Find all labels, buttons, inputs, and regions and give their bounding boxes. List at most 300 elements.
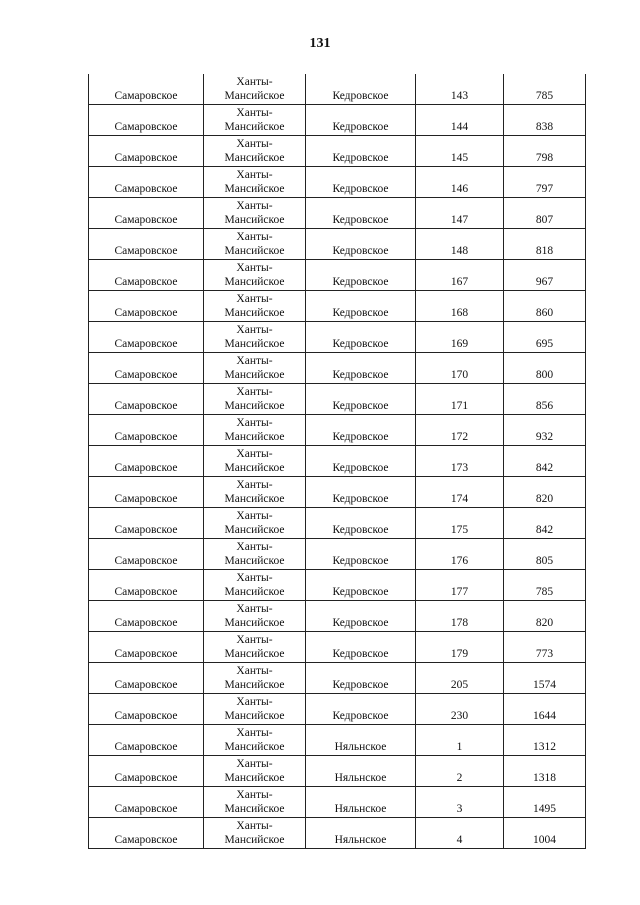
forestry-name: Самаровское [114, 462, 178, 474]
table-row [89, 353, 586, 384]
quarter-cell [416, 260, 504, 291]
district-name-line2: Мансийское [224, 121, 285, 133]
district-cell [204, 353, 306, 384]
quarter-cell [416, 539, 504, 570]
area-value: 842 [535, 524, 554, 536]
district-cell [204, 694, 306, 725]
forestry-cell [89, 105, 204, 136]
sub-forestry-cell [306, 136, 416, 167]
area-value: 1644 [533, 710, 556, 722]
area-value: 798 [535, 152, 554, 164]
quarter-cell [416, 446, 504, 477]
district-cell [204, 632, 306, 663]
table-row [89, 539, 586, 570]
quarter-number: 172 [450, 431, 469, 443]
forestry-name: Самаровское [114, 710, 178, 722]
district-name-line1: Ханты- [236, 169, 273, 181]
table-row [89, 229, 586, 260]
district-name-line2: Мансийское [224, 214, 285, 226]
quarter-number: 179 [450, 648, 469, 660]
table-row [89, 787, 586, 818]
district-name-line2: Мансийское [224, 617, 285, 629]
district-name-line1: Ханты- [236, 417, 273, 429]
forestry-cell [89, 818, 204, 849]
sub-forestry-name: Кедровское [332, 214, 389, 226]
district-cell [204, 477, 306, 508]
district-name-line2: Мансийское [224, 741, 285, 753]
sub-forestry-name: Няльнское [334, 834, 387, 846]
district-name-line1: Ханты- [236, 665, 273, 677]
quarter-cell [416, 415, 504, 446]
quarter-cell [416, 632, 504, 663]
forestry-name: Самаровское [114, 245, 178, 257]
sub-forestry-cell [306, 787, 416, 818]
district-name-line1: Ханты- [236, 76, 273, 88]
quarter-number: 169 [450, 338, 469, 350]
sub-forestry-cell [306, 601, 416, 632]
area-cell [504, 167, 586, 198]
district-cell [204, 725, 306, 756]
sub-forestry-name: Кедровское [332, 586, 389, 598]
sub-forestry-cell [306, 74, 416, 105]
district-name-line2: Мансийское [224, 555, 285, 567]
sub-forestry-cell [306, 694, 416, 725]
quarter-number: 168 [450, 307, 469, 319]
area-cell [504, 198, 586, 229]
district-cell [204, 818, 306, 849]
table-row [89, 105, 586, 136]
table-row [89, 756, 586, 787]
district-cell [204, 167, 306, 198]
district-name-line2: Мансийское [224, 772, 285, 784]
table-row [89, 570, 586, 601]
district-name-line1: Ханты- [236, 448, 273, 460]
quarter-cell [416, 229, 504, 260]
area-value: 842 [535, 462, 554, 474]
forestry-table [88, 74, 586, 849]
area-cell [504, 539, 586, 570]
district-cell [204, 291, 306, 322]
quarter-number: 176 [450, 555, 469, 567]
sub-forestry-name: Кедровское [332, 555, 389, 567]
district-name-line1: Ханты- [236, 510, 273, 522]
table-row [89, 508, 586, 539]
area-value: 800 [535, 369, 554, 381]
area-cell [504, 477, 586, 508]
sub-forestry-cell [306, 725, 416, 756]
quarter-number: 171 [450, 400, 469, 412]
area-value: 1318 [533, 772, 556, 784]
area-cell [504, 446, 586, 477]
district-cell [204, 384, 306, 415]
quarter-number: 3 [456, 803, 463, 815]
district-name-line2: Мансийское [224, 493, 285, 505]
district-cell [204, 105, 306, 136]
sub-forestry-cell [306, 353, 416, 384]
district-name-line2: Мансийское [224, 276, 285, 288]
forestry-cell [89, 384, 204, 415]
table-row [89, 322, 586, 353]
forestry-cell [89, 322, 204, 353]
forestry-name: Самаровское [114, 679, 178, 691]
forestry-cell [89, 663, 204, 694]
sub-forestry-name: Кедровское [332, 524, 389, 536]
quarter-cell [416, 787, 504, 818]
sub-forestry-cell [306, 260, 416, 291]
sub-forestry-name: Кедровское [332, 183, 389, 195]
sub-forestry-cell [306, 632, 416, 663]
area-value: 1312 [533, 741, 556, 753]
district-cell [204, 601, 306, 632]
sub-forestry-cell [306, 756, 416, 787]
quarter-cell [416, 694, 504, 725]
area-value: 967 [535, 276, 554, 288]
table-row [89, 601, 586, 632]
area-cell [504, 570, 586, 601]
sub-forestry-cell [306, 663, 416, 694]
forestry-name: Самаровское [114, 431, 178, 443]
sub-forestry-cell [306, 384, 416, 415]
district-name-line2: Мансийское [224, 338, 285, 350]
forestry-cell [89, 477, 204, 508]
forestry-cell [89, 539, 204, 570]
sub-forestry-cell [306, 446, 416, 477]
area-cell [504, 725, 586, 756]
sub-forestry-name: Няльнское [334, 741, 387, 753]
forestry-cell [89, 136, 204, 167]
area-cell [504, 74, 586, 105]
forestry-cell [89, 570, 204, 601]
district-name-line1: Ханты- [236, 386, 273, 398]
quarter-number: 170 [450, 369, 469, 381]
quarter-cell [416, 477, 504, 508]
area-cell [504, 322, 586, 353]
forestry-name: Самаровское [114, 276, 178, 288]
forestry-cell [89, 694, 204, 725]
sub-forestry-cell [306, 570, 416, 601]
table-row [89, 384, 586, 415]
district-name-line1: Ханты- [236, 603, 273, 615]
quarter-number: 147 [450, 214, 469, 226]
area-value: 807 [535, 214, 554, 226]
district-name-line1: Ханты- [236, 355, 273, 367]
district-cell [204, 663, 306, 694]
table-row [89, 167, 586, 198]
area-cell [504, 384, 586, 415]
sub-forestry-cell [306, 539, 416, 570]
district-name-line1: Ханты- [236, 634, 273, 646]
sub-forestry-name: Кедровское [332, 245, 389, 257]
quarter-cell [416, 725, 504, 756]
district-name-line1: Ханты- [236, 293, 273, 305]
district-name-line2: Мансийское [224, 369, 285, 381]
quarter-cell [416, 105, 504, 136]
table-row [89, 446, 586, 477]
sub-forestry-cell [306, 105, 416, 136]
area-cell [504, 756, 586, 787]
district-name-line2: Мансийское [224, 400, 285, 412]
quarter-number: 205 [450, 679, 469, 691]
area-cell [504, 105, 586, 136]
district-cell [204, 787, 306, 818]
district-name-line1: Ханты- [236, 727, 273, 739]
sub-forestry-name: Кедровское [332, 400, 389, 412]
quarter-number: 145 [450, 152, 469, 164]
district-name-line1: Ханты- [236, 231, 273, 243]
area-cell [504, 663, 586, 694]
area-cell [504, 601, 586, 632]
forestry-name: Самаровское [114, 90, 178, 102]
forestry-name: Самаровское [114, 834, 178, 846]
sub-forestry-name: Кедровское [332, 617, 389, 629]
district-name-line2: Мансийское [224, 307, 285, 319]
table-row [89, 291, 586, 322]
sub-forestry-name: Кедровское [332, 462, 389, 474]
area-cell [504, 694, 586, 725]
area-value: 785 [535, 586, 554, 598]
area-cell [504, 291, 586, 322]
sub-forestry-cell [306, 198, 416, 229]
forestry-name: Самаровское [114, 493, 178, 505]
quarter-cell [416, 508, 504, 539]
district-cell [204, 539, 306, 570]
quarter-number: 178 [450, 617, 469, 629]
district-name-line1: Ханты- [236, 820, 273, 832]
district-name-line1: Ханты- [236, 479, 273, 491]
district-name-line1: Ханты- [236, 138, 273, 150]
forestry-name: Самаровское [114, 555, 178, 567]
district-name-line2: Мансийское [224, 245, 285, 257]
forestry-name: Самаровское [114, 152, 178, 164]
forestry-name: Самаровское [114, 648, 178, 660]
sub-forestry-name: Кедровское [332, 431, 389, 443]
sub-forestry-name: Кедровское [332, 338, 389, 350]
forestry-cell [89, 725, 204, 756]
quarter-number: 167 [450, 276, 469, 288]
district-cell [204, 74, 306, 105]
forestry-name: Самаровское [114, 617, 178, 629]
forestry-cell [89, 167, 204, 198]
sub-forestry-cell [306, 167, 416, 198]
forestry-cell [89, 787, 204, 818]
area-value: 1574 [533, 679, 556, 691]
forestry-cell [89, 446, 204, 477]
quarter-number: 146 [450, 183, 469, 195]
table-body [89, 74, 586, 849]
area-cell [504, 508, 586, 539]
district-name-line2: Мансийское [224, 462, 285, 474]
forestry-cell [89, 756, 204, 787]
quarter-cell [416, 167, 504, 198]
district-name-line2: Мансийское [224, 586, 285, 598]
sub-forestry-cell [306, 477, 416, 508]
district-name-line1: Ханты- [236, 262, 273, 274]
page-number: 131 [309, 36, 331, 51]
area-value: 932 [535, 431, 554, 443]
quarter-cell [416, 384, 504, 415]
sub-forestry-name: Кедровское [332, 648, 389, 660]
forestry-cell [89, 353, 204, 384]
area-value: 820 [535, 493, 554, 505]
quarter-cell [416, 601, 504, 632]
district-name-line2: Мансийское [224, 524, 285, 536]
district-name-line2: Мансийское [224, 431, 285, 443]
sub-forestry-name: Кедровское [332, 90, 389, 102]
area-value: 860 [535, 307, 554, 319]
area-value: 1495 [533, 803, 556, 815]
forestry-name: Самаровское [114, 214, 178, 226]
area-value: 805 [535, 555, 554, 567]
forestry-name: Самаровское [114, 183, 178, 195]
district-name-line2: Мансийское [224, 834, 285, 846]
district-name-line2: Мансийское [224, 90, 285, 102]
table-row [89, 136, 586, 167]
quarter-number: 173 [450, 462, 469, 474]
quarter-cell [416, 663, 504, 694]
forestry-name: Самаровское [114, 369, 178, 381]
forestry-name: Самаровское [114, 400, 178, 412]
forestry-cell [89, 74, 204, 105]
sub-forestry-name: Кедровское [332, 307, 389, 319]
district-name-line2: Мансийское [224, 648, 285, 660]
table-row [89, 818, 586, 849]
district-name-line1: Ханты- [236, 758, 273, 770]
quarter-number: 177 [450, 586, 469, 598]
quarter-cell [416, 74, 504, 105]
quarter-cell [416, 570, 504, 601]
forestry-name: Самаровское [114, 121, 178, 133]
area-cell [504, 260, 586, 291]
table-row [89, 725, 586, 756]
quarter-number: 230 [450, 710, 469, 722]
quarter-cell [416, 136, 504, 167]
quarter-number: 148 [450, 245, 469, 257]
quarter-cell [416, 322, 504, 353]
district-cell [204, 136, 306, 167]
forestry-cell [89, 415, 204, 446]
table-row [89, 74, 586, 105]
forestry-cell [89, 601, 204, 632]
district-cell [204, 260, 306, 291]
quarter-number: 174 [450, 493, 469, 505]
district-cell [204, 570, 306, 601]
area-cell [504, 415, 586, 446]
forestry-cell [89, 229, 204, 260]
area-value: 856 [535, 400, 554, 412]
sub-forestry-name: Кедровское [332, 710, 389, 722]
sub-forestry-name: Няльнское [334, 803, 387, 815]
sub-forestry-cell [306, 818, 416, 849]
area-value: 797 [535, 183, 554, 195]
district-cell [204, 756, 306, 787]
quarter-cell [416, 756, 504, 787]
district-cell [204, 198, 306, 229]
area-cell [504, 353, 586, 384]
area-value: 838 [535, 121, 554, 133]
forestry-name: Самаровское [114, 772, 178, 784]
district-cell [204, 415, 306, 446]
table-row [89, 198, 586, 229]
area-cell [504, 229, 586, 260]
area-value: 695 [535, 338, 554, 350]
area-value: 773 [535, 648, 554, 660]
forestry-cell [89, 260, 204, 291]
sub-forestry-cell [306, 229, 416, 260]
sub-forestry-name: Кедровское [332, 276, 389, 288]
district-cell [204, 508, 306, 539]
table-row [89, 260, 586, 291]
quarter-cell [416, 353, 504, 384]
quarter-number: 4 [456, 834, 463, 846]
quarter-number: 143 [450, 90, 469, 102]
sub-forestry-name: Кедровское [332, 679, 389, 691]
forestry-name: Самаровское [114, 741, 178, 753]
forestry-name: Самаровское [114, 803, 178, 815]
district-name-line1: Ханты- [236, 696, 273, 708]
quarter-number: 2 [456, 772, 463, 784]
forestry-cell [89, 508, 204, 539]
district-name-line2: Мансийское [224, 803, 285, 815]
district-cell [204, 446, 306, 477]
area-cell [504, 136, 586, 167]
district-name-line1: Ханты- [236, 789, 273, 801]
area-cell [504, 632, 586, 663]
forestry-name: Самаровское [114, 586, 178, 598]
district-name-line2: Мансийское [224, 710, 285, 722]
forestry-cell [89, 291, 204, 322]
district-cell [204, 322, 306, 353]
district-name-line2: Мансийское [224, 679, 285, 691]
district-name-line1: Ханты- [236, 541, 273, 553]
sub-forestry-name: Кедровское [332, 369, 389, 381]
table-row [89, 663, 586, 694]
quarter-cell [416, 818, 504, 849]
district-name-line2: Мансийское [224, 183, 285, 195]
table-row [89, 415, 586, 446]
sub-forestry-name: Кедровское [332, 152, 389, 164]
area-value: 820 [535, 617, 554, 629]
quarter-number: 1 [456, 741, 463, 753]
table-row [89, 632, 586, 663]
district-name-line1: Ханты- [236, 107, 273, 119]
district-name-line1: Ханты- [236, 324, 273, 336]
sub-forestry-name: Кедровское [332, 493, 389, 505]
district-name-line1: Ханты- [236, 572, 273, 584]
district-name-line1: Ханты- [236, 200, 273, 212]
area-value: 785 [535, 90, 554, 102]
area-cell [504, 818, 586, 849]
forestry-cell [89, 198, 204, 229]
sub-forestry-name: Няльнское [334, 772, 387, 784]
sub-forestry-cell [306, 291, 416, 322]
table-row [89, 694, 586, 725]
forestry-name: Самаровское [114, 307, 178, 319]
sub-forestry-name: Кедровское [332, 121, 389, 133]
quarter-number: 144 [450, 121, 469, 133]
area-cell [504, 787, 586, 818]
quarter-cell [416, 291, 504, 322]
table-row [89, 477, 586, 508]
forestry-name: Самаровское [114, 338, 178, 350]
area-value: 1004 [533, 834, 556, 846]
sub-forestry-cell [306, 508, 416, 539]
district-name-line2: Мансийское [224, 152, 285, 164]
area-value: 818 [535, 245, 554, 257]
quarter-number: 175 [450, 524, 469, 536]
forestry-name: Самаровское [114, 524, 178, 536]
forestry-cell [89, 632, 204, 663]
quarter-cell [416, 198, 504, 229]
